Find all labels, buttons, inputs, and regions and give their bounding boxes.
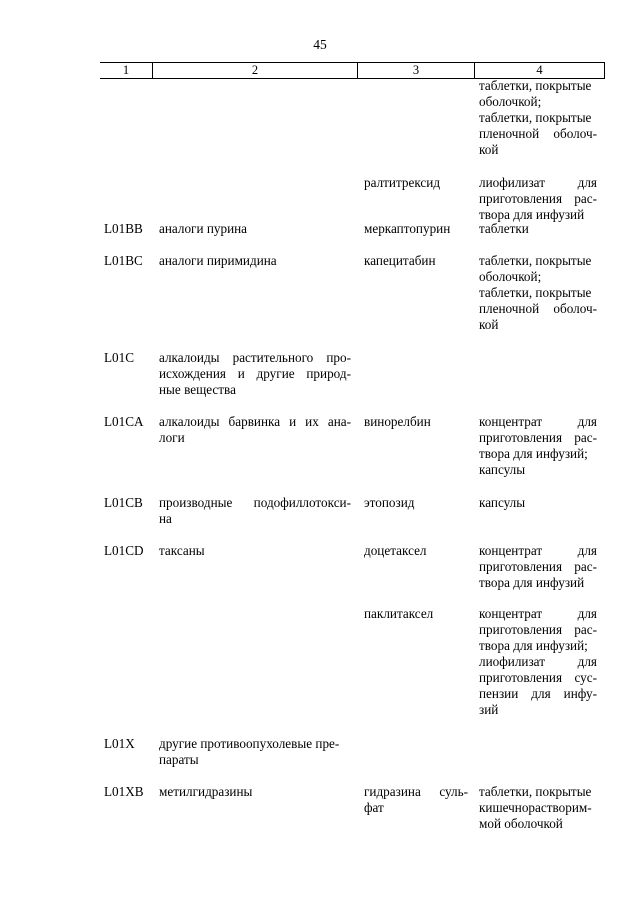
dosage-form: [479, 495, 597, 511]
inn-name: капецитабин: [364, 253, 436, 268]
dosage-form: [479, 253, 597, 333]
atc-code: L01C: [104, 350, 135, 365]
inn-name: ралтитрексид: [364, 175, 441, 190]
line: оболочкой;: [479, 94, 542, 109]
atc-group: [159, 495, 351, 527]
line: твора для инфузий;: [479, 638, 588, 653]
dosage-form: [479, 78, 597, 158]
header-col-4: 4: [474, 63, 605, 78]
atc-group: [159, 784, 351, 800]
line: производные подофиллотокси-: [159, 495, 351, 510]
atc-group: [159, 414, 351, 446]
inn-name: меркаптопурин: [364, 221, 451, 236]
atc-group: [159, 736, 351, 768]
line: капсулы: [479, 495, 526, 510]
dosage-form: [479, 221, 597, 237]
line: ные вещества: [159, 382, 236, 397]
line: кой: [479, 317, 499, 332]
atc-group: [159, 221, 351, 237]
line: зий: [479, 702, 499, 717]
line: таблетки, покрытые: [479, 110, 592, 125]
atc-group: [159, 350, 351, 398]
header-col-3: 3: [357, 63, 474, 78]
line: оболочкой;: [479, 269, 542, 284]
line: кишечнорастворим-: [479, 800, 592, 815]
inn-name: [364, 784, 468, 816]
header-col-2: 2: [152, 63, 357, 78]
line: концентрат для: [479, 543, 597, 558]
atc-code: L01CD: [104, 543, 144, 558]
inn-name: винорелбин: [364, 414, 431, 429]
line: приготовления сус-: [479, 670, 597, 685]
dosage-form: [479, 543, 597, 591]
line: мой оболочкой: [479, 816, 563, 831]
line: аналоги пурина: [159, 221, 248, 236]
line: пленочной оболоч-: [479, 301, 597, 316]
dosage-form: [479, 414, 597, 478]
line: таблетки, покрытые: [479, 285, 592, 300]
line: концентрат для: [479, 414, 597, 429]
line: таблетки, покрытые: [479, 78, 592, 93]
dosage-form: [479, 784, 597, 832]
line: фат: [364, 800, 384, 815]
inn-name: этопозид: [364, 495, 415, 510]
atc-code: L01XB: [104, 784, 144, 799]
line: алкалоиды барвинка и их ана-: [159, 414, 351, 429]
atc-code: L01X: [104, 736, 135, 751]
line: параты: [159, 752, 199, 767]
atc-code: L01BC: [104, 253, 143, 268]
atc-group: [159, 253, 351, 269]
atc-code: L01CB: [104, 495, 143, 510]
line: приготовления рас-: [479, 191, 597, 206]
line: пленочной оболоч-: [479, 126, 597, 141]
line: таксаны: [159, 543, 205, 558]
line: гидразина суль-: [364, 784, 468, 799]
line: пензии для инфу-: [479, 686, 597, 701]
line: таблетки: [479, 221, 529, 236]
line: твора для инфузий;: [479, 446, 588, 461]
dosage-form: [479, 175, 597, 223]
inn-name: доцетаксел: [364, 543, 427, 558]
line: другие противоопухолевые пре-: [159, 736, 340, 751]
dosage-form: [479, 606, 597, 718]
line: логи: [159, 430, 185, 445]
inn-name: паклитаксел: [364, 606, 434, 621]
atc-group: [159, 543, 351, 559]
line: капсулы: [479, 462, 526, 477]
line: таблетки, покрытые: [479, 253, 592, 268]
line: лиофилизат для: [479, 654, 597, 669]
line: исхождения и другие природ-: [159, 366, 351, 381]
line: метилгидразины: [159, 784, 253, 799]
line: твора для инфузий: [479, 575, 585, 590]
line: лиофилизат для: [479, 175, 597, 190]
line: приготовления рас-: [479, 559, 597, 574]
line: алкалоиды растительного про-: [159, 350, 351, 365]
line: приготовления рас-: [479, 622, 597, 637]
line: приготовления рас-: [479, 430, 597, 445]
page-number: 45: [313, 37, 327, 52]
line: концентрат для: [479, 606, 597, 621]
line: кой: [479, 142, 499, 157]
line: таблетки, покрытые: [479, 784, 592, 799]
line: аналоги пиримидина: [159, 253, 277, 268]
line: твора для инфузий: [479, 207, 585, 222]
atc-code: L01CA: [104, 414, 144, 429]
atc-code: L01BB: [104, 221, 143, 236]
line: на: [159, 511, 172, 526]
table-header: [100, 62, 605, 79]
header-col-1: 1: [122, 63, 130, 77]
